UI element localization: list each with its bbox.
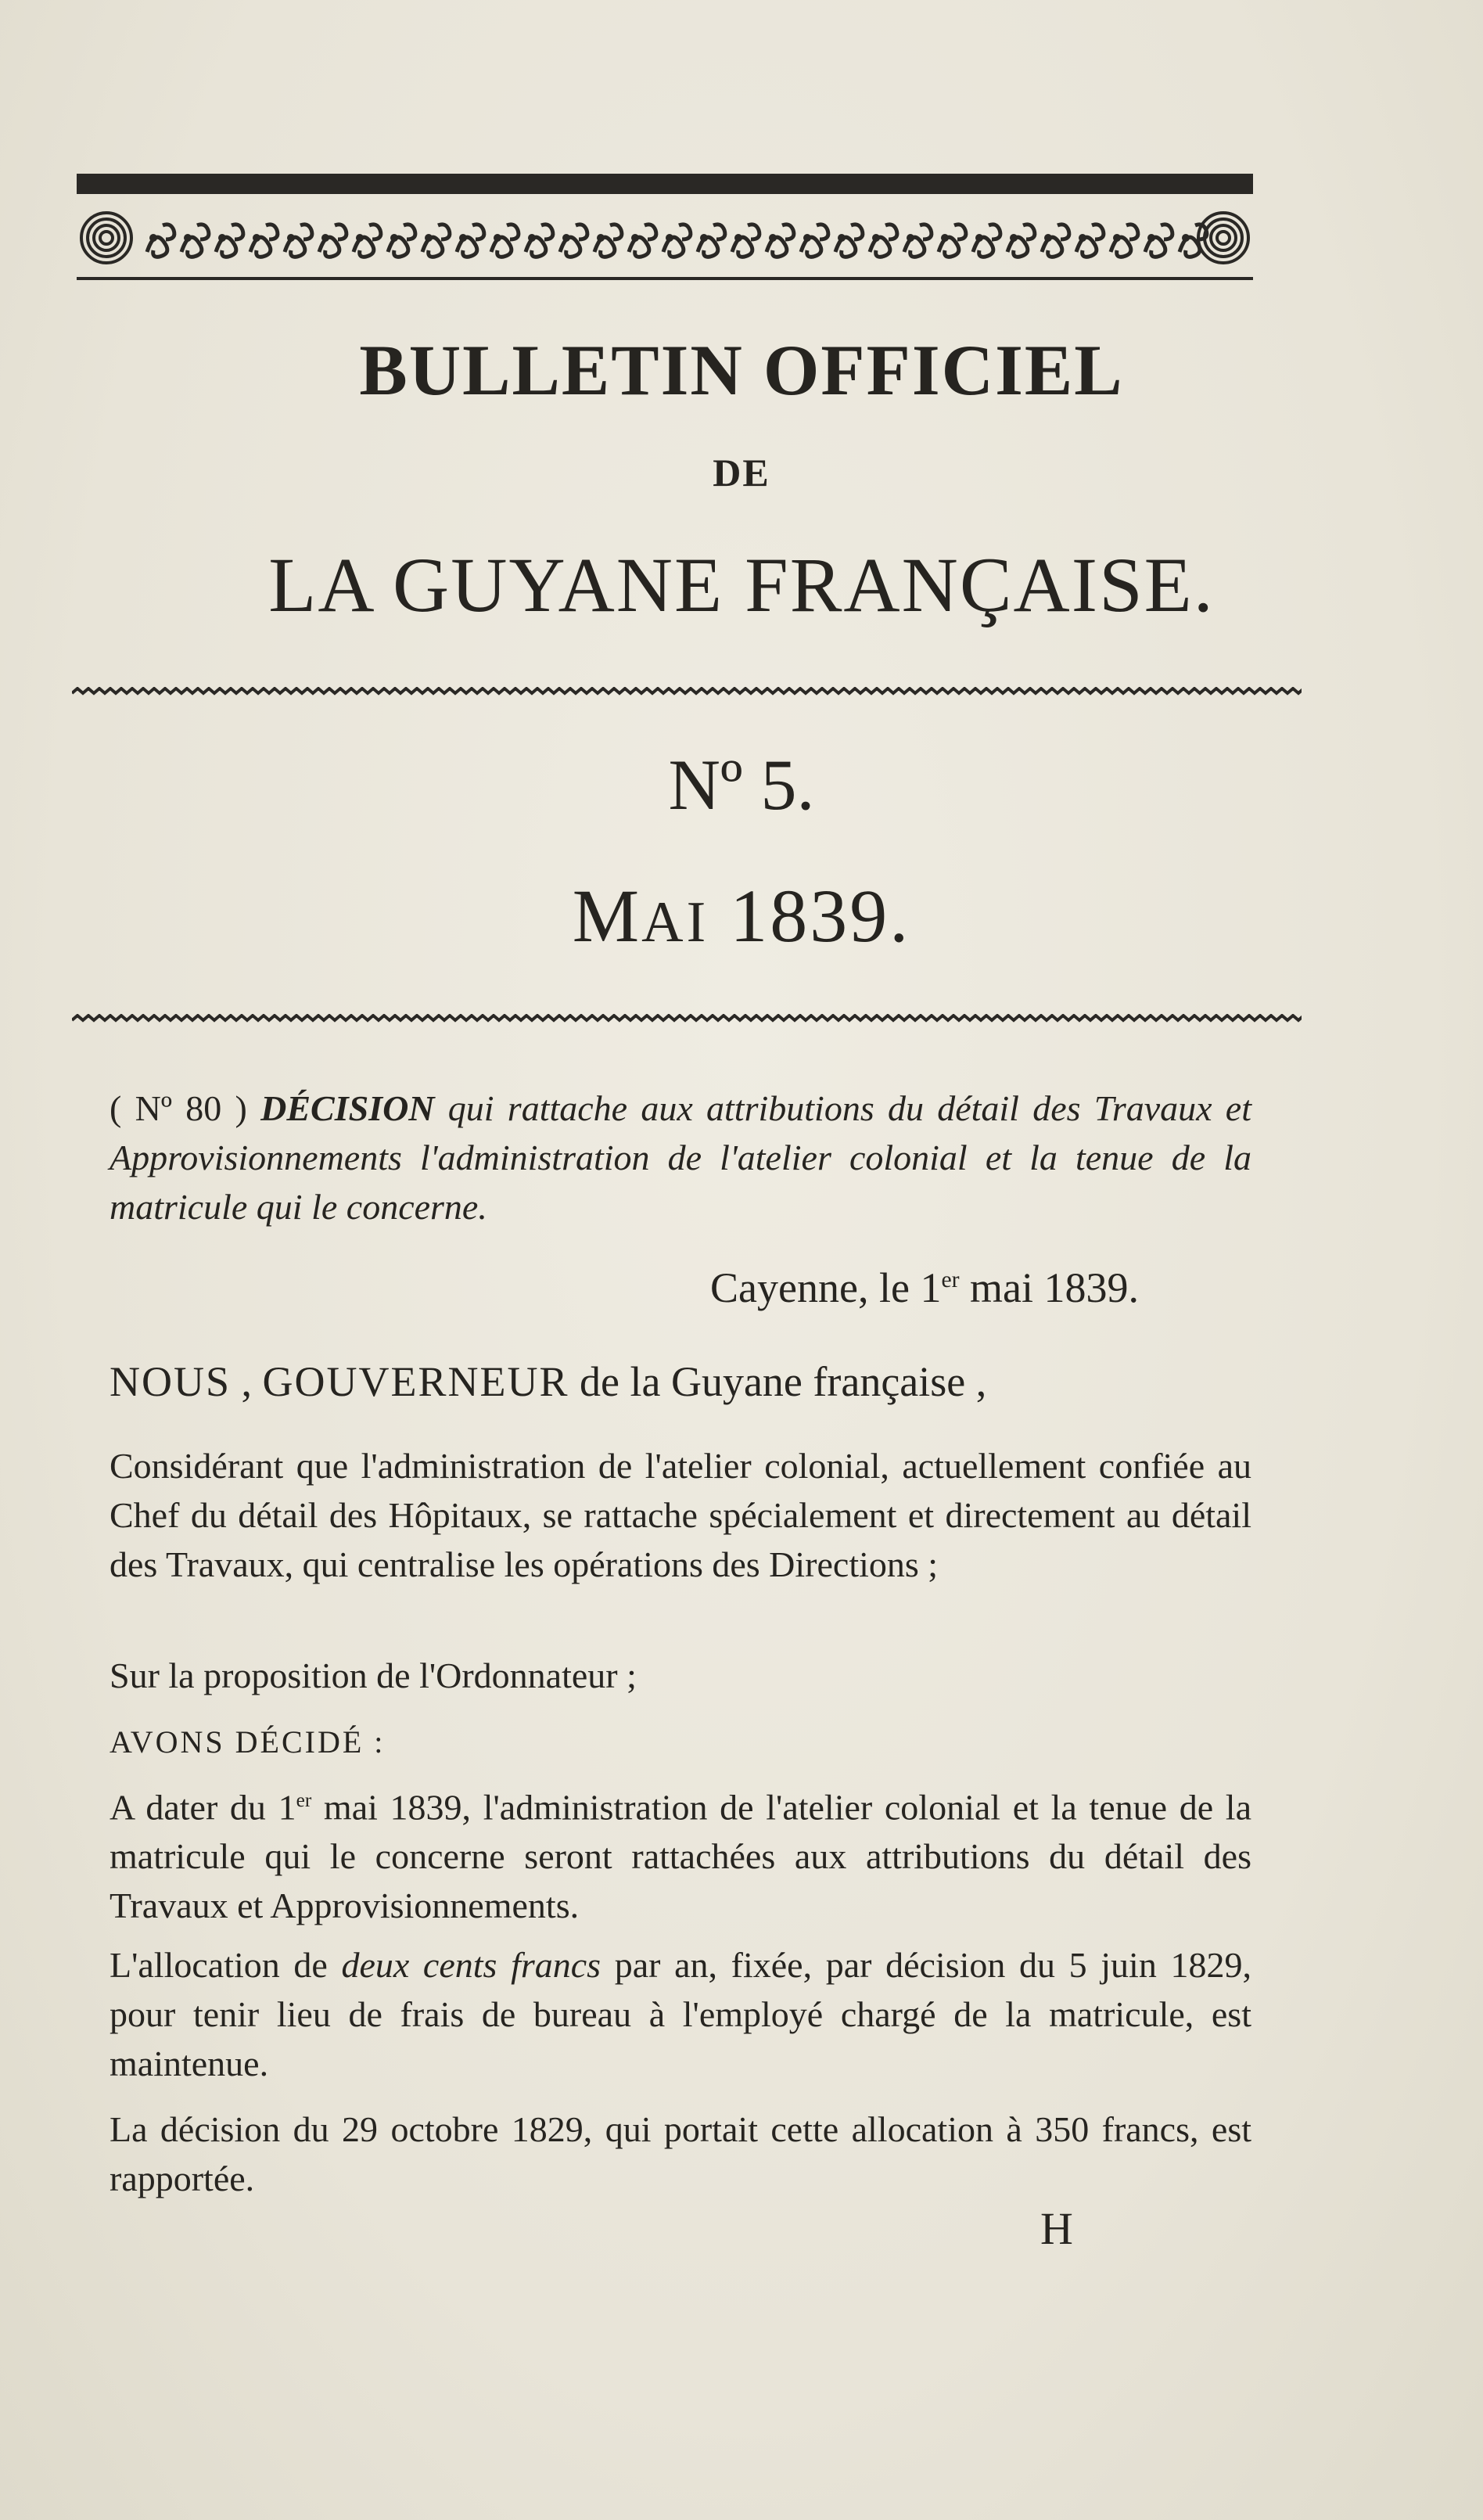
article-1-paragraph xyxy=(110,1776,1251,1930)
bulletin-title-de: DE xyxy=(713,451,770,494)
decision-ref: ( Nº 80 ) xyxy=(110,1088,247,1128)
nous-rest: de la Guyane française , xyxy=(580,1358,987,1405)
issue-month-rest: AI xyxy=(641,890,709,954)
gouverneur-word: GOUVERNEUR xyxy=(262,1358,569,1405)
art1-pre: A dater du 1 xyxy=(110,1787,296,1828)
issue-year: 1839. xyxy=(730,874,911,958)
wavy-divider-bottom xyxy=(72,1014,1302,1026)
art2-italic: deux cents francs xyxy=(341,1945,601,1985)
issue-month-cap: M xyxy=(572,874,642,958)
art2-pre: L'allocation de xyxy=(110,1945,342,1985)
issue-date xyxy=(0,872,1483,959)
decision-subject: qui rattache aux attributions du détail des Travaux et Approvisionnements l'administration de l'atelier colonial et la tenue de la matricule qui le concerne. xyxy=(110,1088,1251,1227)
article-3-paragraph: La décision du 29 octobre 1829, qui portait cette allocation à 350 francs, est rapportée. xyxy=(110,2109,1251,2198)
signature-mark: H xyxy=(1040,2203,1078,2254)
considerant-paragraph: Considérant que l'administration de l'atelier colonial, actuellement confiée au Chef du détail des Hôpitaux, se rattache spécialement et directement au détail des Travaux, qui centralise les opérations des Directions ; xyxy=(110,1446,1251,1584)
avons-decide-heading: AVONS DÉCIDÉ : xyxy=(110,1724,386,1760)
preamble-nous: NOUS , GOUVERNEUR de la Guyane française , xyxy=(110,1358,987,1405)
header-ornament-band xyxy=(77,207,1253,269)
issue-number: Nº 5. xyxy=(668,745,815,825)
day-sup: er xyxy=(941,1267,960,1292)
wavy-divider-top xyxy=(72,687,1302,699)
bulletin-title-guyane: LA GUYANE FRANÇAISE. xyxy=(268,541,1215,628)
place-text: Cayenne, le xyxy=(710,1264,921,1311)
day-text: 1 xyxy=(920,1264,942,1311)
art1-post: mai 1839, l'administration de l'atelier colonial et la tenue de la matricule qui le concerne seront rattachées aux attributions du détail des Travaux et Approvisionnements. xyxy=(110,1787,1251,1926)
art2-post: par an, fixée, par décision du 5 juin 1829, pour tenir lieu de frais de bureau à l'employé chargé de la matricule, est maintenue. xyxy=(110,1945,1251,2083)
article-2-paragraph xyxy=(110,1940,1251,2088)
decision-place-date xyxy=(0,1264,1139,1312)
art1-sup: er xyxy=(296,1789,312,1811)
header-thin-rule xyxy=(77,277,1253,280)
month-year-text: mai 1839. xyxy=(959,1264,1139,1311)
decision-title: DÉCISION xyxy=(260,1088,435,1128)
bulletin-title: BULLETIN OFFICIEL xyxy=(359,330,1124,410)
proposition-paragraph: Sur la proposition de l'Ordonnateur ; xyxy=(110,1655,637,1695)
header-thick-rule xyxy=(77,174,1253,194)
decision-header xyxy=(110,1084,1251,1231)
nous-word: NOUS xyxy=(110,1358,232,1405)
